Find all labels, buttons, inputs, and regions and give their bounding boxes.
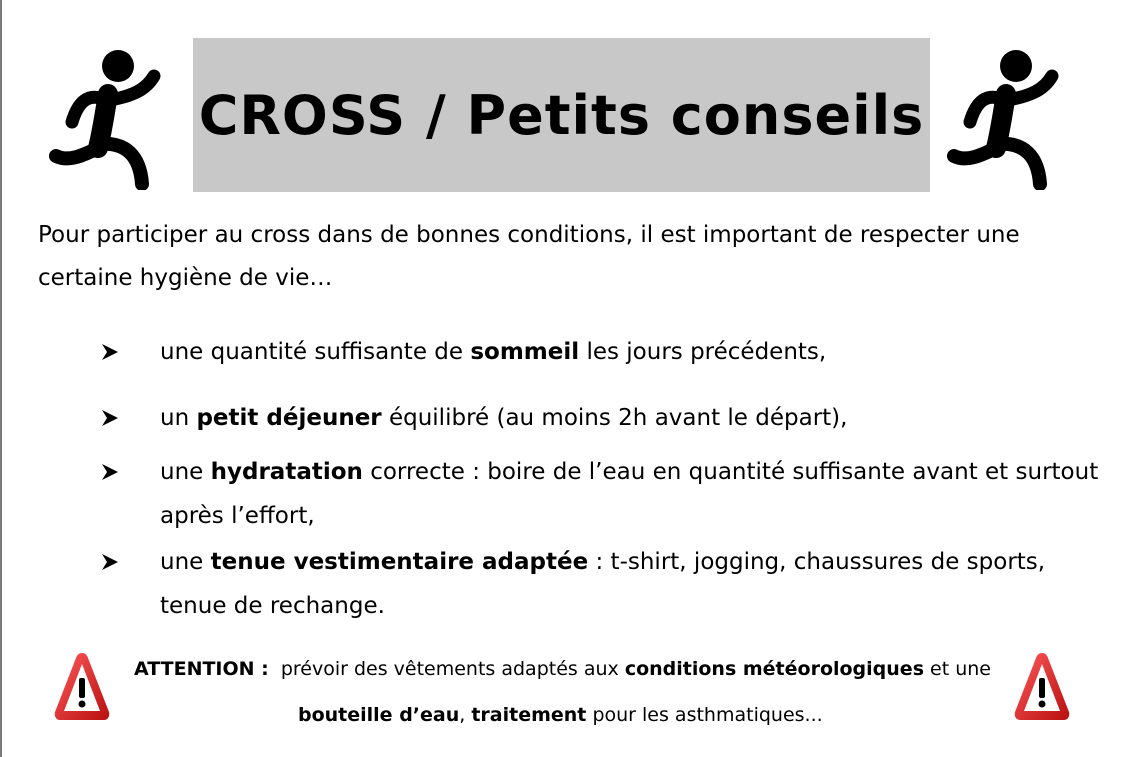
item-keyword: tenue vestimentaire adaptée [210,549,589,575]
arrowhead-bullet-icon [96,330,126,374]
list-item-hydration [96,450,1106,538]
attention-keyword: traitement [471,704,587,726]
arrowhead-bullet-icon [96,540,126,584]
page-edge-line [0,0,2,757]
attention-keyword: conditions météorologiques [624,658,924,680]
item-text: une [160,549,211,575]
item-text: les jours précédents, [579,339,827,365]
attention-line-1 [134,654,1004,684]
running-figure-icon [46,44,186,190]
title-banner [193,38,930,192]
item-text: correcte : boire de l’eau en quantité suffisante avant et surtout après l’effort, [160,459,1099,529]
item-keyword: petit déjeuner [196,405,382,431]
item-keyword: hydratation [210,459,363,485]
advice-list [96,330,1106,628]
intro-paragraph: Pour participer au cross dans de bonnes conditions, il est important de respecter une certaine hygiène de vie… [38,222,1020,291]
warning-triangle-icon [1012,650,1072,724]
list-item-sleep [96,330,1106,374]
list-item-breakfast [96,396,1106,440]
item-text: une quantité suffisante de [160,339,471,365]
warning-triangle-icon [52,650,112,724]
attention-text: pour les asthmatiques... [586,704,823,726]
item-keyword: sommeil [470,339,580,365]
item-text: un [160,405,197,431]
list-item-clothing [96,540,1106,628]
item-text: : t-shirt, jogging, chaussures de sports, tenue de rechange. [160,549,1046,619]
arrowhead-bullet-icon [96,396,126,440]
attention-text: prévoir des vêtements adaptés aux [280,658,625,680]
running-figure-icon [944,44,1084,190]
attention-line-2 [298,700,998,730]
attention-text: et une [924,658,991,680]
item-text: une [160,459,211,485]
attention-label: ATTENTION : [134,658,269,680]
attention-keyword: bouteille d’eau [298,704,460,726]
item-text: équilibré (au moins 2h avant le départ), [381,405,848,431]
attention-text: , [459,704,472,726]
arrowhead-bullet-icon [96,450,126,494]
page-title: CROSS / Petits conseils [198,83,925,147]
